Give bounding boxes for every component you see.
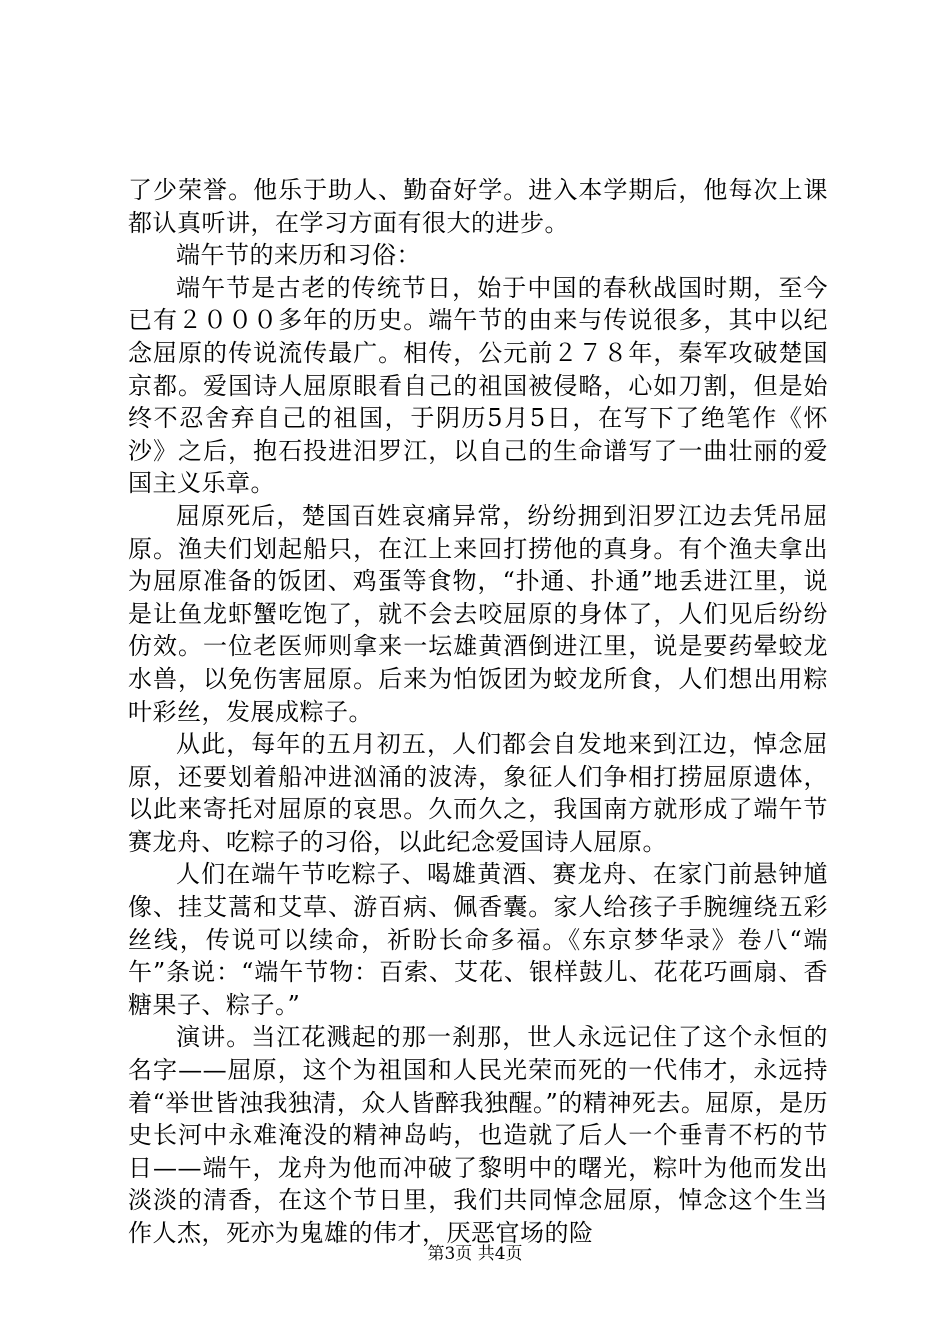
paragraph-customs: 人们在端午节吃粽子、喝雄黄酒、赛龙舟、在家门前悬钟馗像、挂艾蒿和艾草、游百病、佩香囊。家人给孩子手腕缠绕五彩丝线，传说可以续命，祈盼长命多福。《东京梦华录》卷八“端午”条说：“端午节物：百索、艾花、银样鼓儿、花花巧画扇、香糖果子、粽子。” <box>128 860 828 1019</box>
paragraph-after-death: 屈原死后，楚国百姓哀痛异常，纷纷拥到汨罗江边去凭吊屈原。渔夫们划起船只，在江上来回打捞他的真身。有个渔夫拿出为屈原准备的饭团、鸡蛋等食物，“扑通、扑通”地丢进江里，说是让鱼龙虾蟹吃饱了，就不会去咬屈原的身体了，人们见后纷纷仿效。一位老医师则拿来一坛雄黄酒倒进江里，说是要药晕蛟龙水兽，以免伤害屈原。后来为怕饭团为蛟龙所食，人们想出用粽叶彩丝，发展成粽子。 <box>128 501 828 726</box>
paragraph-speech: 演讲。当江花溅起的那一刹那，世人永远记住了这个永恒的名字——屈原，这个为祖国和人民光荣而死的一代伟才，永远持着“举世皆浊我独清，众人皆醉我独醒。”的精神死去。屈原，是历史长河中永难淹没的精神岛屿，也造就了后人一个垂青不朽的节日——端午，龙舟为他而冲破了黎明中的曙光，粽叶为他而发出淡淡的清香，在这个节日里，我们共同悼念屈原，悼念这个生当作人杰，死亦为鬼雄的伟才，厌恶官场的险 <box>128 1023 828 1247</box>
paragraph-custom-origin: 从此，每年的五月初五，人们都会自发地来到江边，悼念屈原，还要划着船冲进汹涌的波涛，象征人们争相打捞屈原遗体，以此来寄托对屈原的哀思。久而久之，我国南方就形成了端午节赛龙舟、吃粽子的习俗，以此纪念爱国诗人屈原。 <box>128 730 828 856</box>
section-heading: 端午节的来历和习俗： <box>176 241 421 270</box>
page-footer: 第3页 共4页 <box>427 1244 523 1264</box>
paragraph-origin: 端午节是古老的传统节日，始于中国的春秋战国时期，至今已有２０００多年的历史。端午节的由来与传说很多，其中以纪念屈原的传说流传最广。相传，公元前２７８年，秦军攻破楚国京都。爱国诗人屈原眼看自己的祖国被侵略，心如刀割，但是始终不忍舍弃自己的祖国，于阴历5月5日，在写下了绝笔作《怀沙》之后，抱石投进汨罗江，以自己的生命谱写了一曲壮丽的爱国主义乐章。 <box>128 273 828 498</box>
document-body <box>128 174 828 1250</box>
paragraph-continuation: 了少荣誉。他乐于助人、勤奋好学。进入本学期后，他每次上课都认真听讲，在学习方面有很大的进步。 <box>128 176 828 237</box>
